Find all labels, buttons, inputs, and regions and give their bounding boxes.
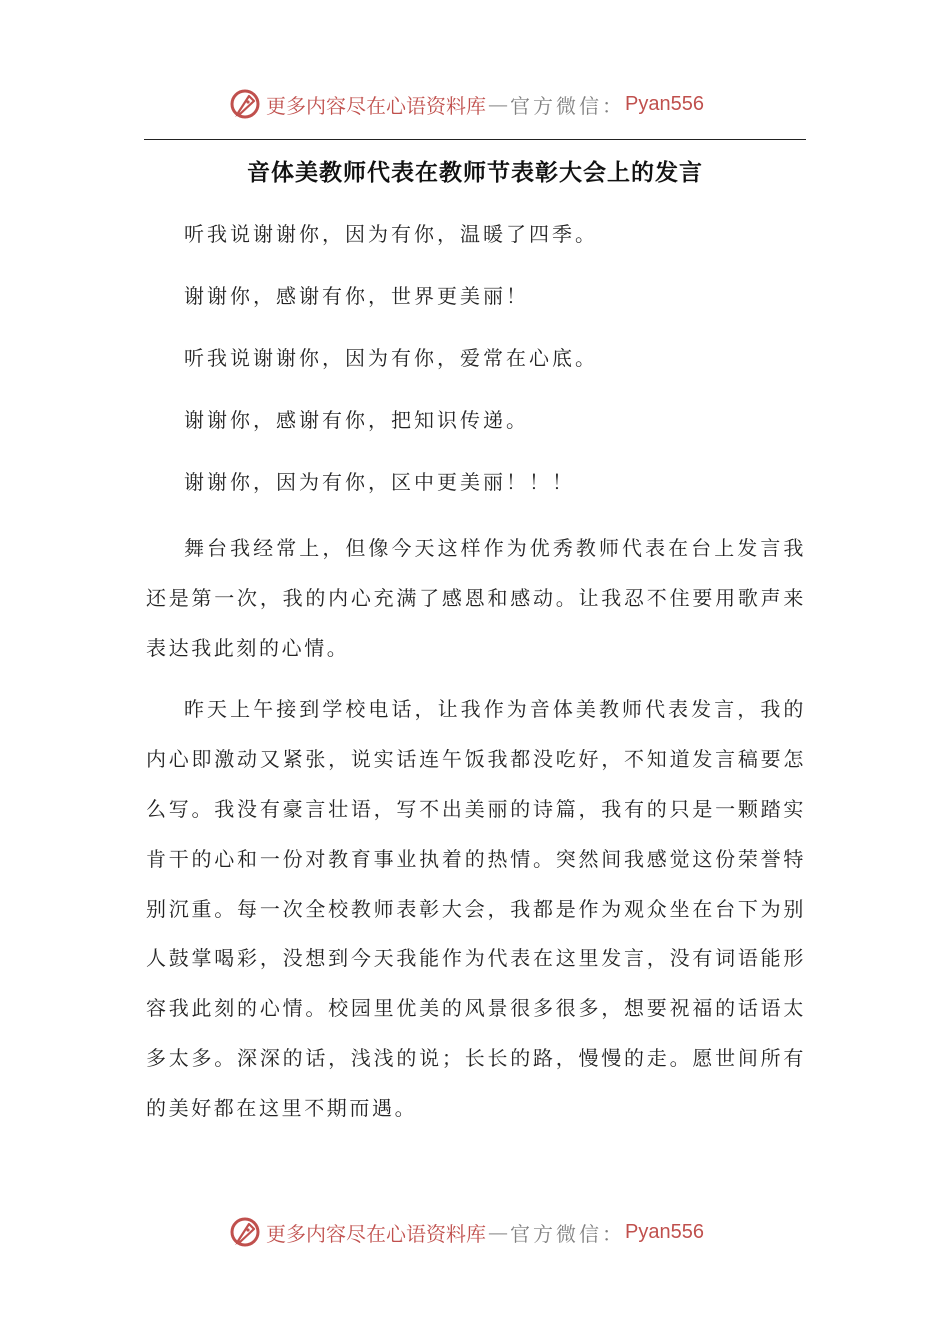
- header-divider: [144, 139, 806, 140]
- body-paragraph: 昨天上午接到学校电话，让我作为音体美教师代表发言，我的内心即激动又紧张，说实话连午饭我都没吃好，不知道发言稿要怎么写。我没有豪言壮语，写不出美丽的诗篇，我有的只是一颗踏实肯干的心和一份对教育事业执着的热情。突然间我感觉这份荣誉特别沉重。每一次全校教师表彰大会，我都是作为观众坐在台下为别人鼓掌喝彩，没想到今天我能作为代表在这里发言，没有词语能形容我此刻的心情。校园里优美的风景很多很多，想要祝福的话语太多太多。深深的话，浅浅的说；长长的路，慢慢的走。愿世间所有的美好都在这里不期而遇。: [146, 697, 806, 1120]
- footer-separator: —: [488, 1220, 508, 1244]
- verse-line: 听我说谢谢你，因为有你，爱常在心底。: [184, 346, 598, 370]
- footer-brand-text: 更多内容尽在心语资料库: [266, 1221, 486, 1246]
- verse-line: 谢谢你，感谢有你，世界更美丽！: [184, 284, 529, 308]
- header-wechat-id: Pyan556: [625, 92, 704, 115]
- header-brand: [228, 84, 704, 124]
- body-paragraph: 舞台我经常上，但像今天这样作为优秀教师代表在台上发言我还是第一次，我的内心充满了感恩和感动。让我忍不住要用歌声来表达我此刻的心情。: [146, 536, 806, 660]
- page-footer: [0, 1212, 950, 1252]
- document-body: [146, 214, 806, 1146]
- header-wechat-label: 官方微信：: [510, 93, 625, 118]
- pen-nib-logo-icon: [228, 87, 262, 121]
- footer-brand: [228, 1212, 704, 1252]
- header-brand-text: 更多内容尽在心语资料库: [266, 93, 486, 118]
- verse-line: 听我说谢谢你，因为有你，温暖了四季。: [184, 222, 598, 246]
- header-separator: —: [488, 92, 508, 116]
- footer-wechat-label: 官方微信：: [510, 1221, 625, 1246]
- pen-nib-logo-icon: [228, 1215, 262, 1249]
- document-title: 音体美教师代表在教师节表彰大会上的发言: [247, 159, 703, 186]
- verse-line: 谢谢你，因为有你，区中更美丽！！！: [184, 470, 575, 494]
- footer-wechat-id: Pyan556: [625, 1220, 704, 1243]
- page-header: [0, 84, 950, 124]
- verse-line: 谢谢你，感谢有你，把知识传递。: [184, 408, 529, 432]
